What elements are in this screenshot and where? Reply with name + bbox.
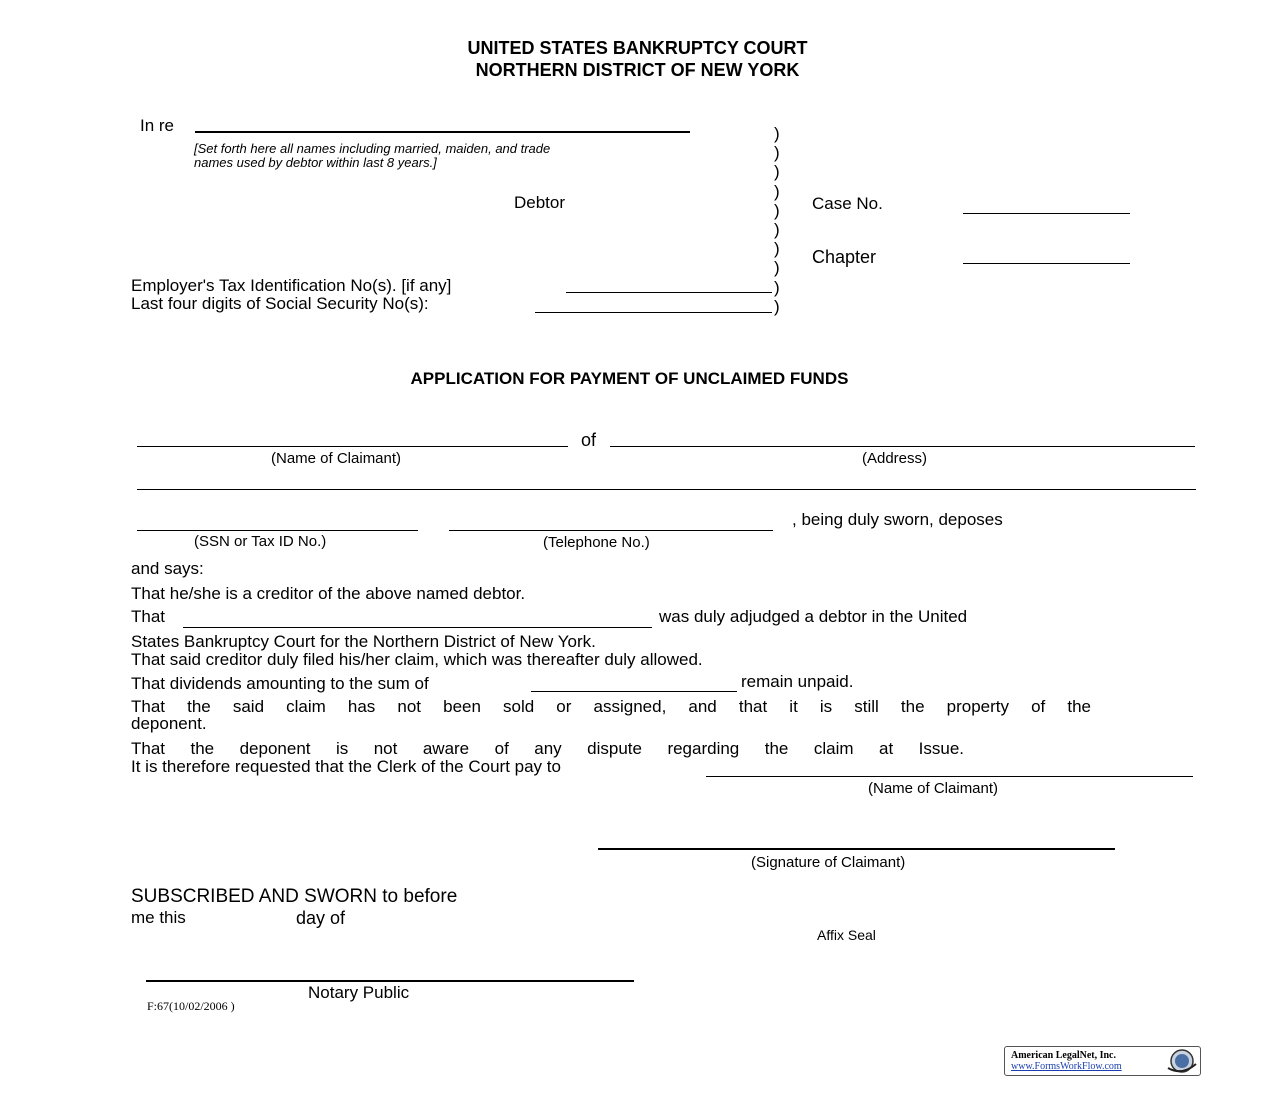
dividends-text: That dividends amounting to the sum of <box>131 674 429 693</box>
day-of-text: day of <box>296 908 346 928</box>
tax-id-field[interactable] <box>566 292 772 293</box>
address-caption: (Address) <box>862 450 928 467</box>
form-title: APPLICATION FOR PAYMENT OF UNCLAIMED FUNDS <box>410 369 849 388</box>
form-id: F:67(10/02/2006 ) <box>147 999 235 1013</box>
ssn-label: Last four digits of Social Security No(s): <box>131 294 429 313</box>
of-label: of <box>581 430 597 450</box>
debtor-names-field[interactable] <box>195 131 690 133</box>
claimant-address-field[interactable] <box>610 446 1195 447</box>
claimant-address-field-2[interactable] <box>137 489 1196 490</box>
american-legalnet-logo[interactable] <box>1004 1046 1201 1076</box>
payee-name-caption: (Name of Claimant) <box>868 780 999 797</box>
and-says-text: and says: <box>131 559 204 578</box>
notary-public-label: Notary Public <box>308 983 410 1002</box>
telephone-caption: (Telephone No.) <box>543 534 650 551</box>
caption-paren: ) <box>774 181 780 201</box>
in-re-label: In re <box>140 116 175 135</box>
chapter-label: Chapter <box>812 247 877 267</box>
court-text: States Bankruptcy Court for the Northern District of New York. <box>131 632 596 651</box>
ssn-caption: (SSN or Tax ID No.) <box>194 533 327 550</box>
tax-id-label: Employer's Tax Identification No(s). [if any] <box>131 276 452 295</box>
caption-paren: ) <box>774 220 780 240</box>
caption-paren: ) <box>774 296 780 316</box>
me-this-text: me this <box>131 908 186 927</box>
claimant-signature-field[interactable] <box>598 848 1115 850</box>
signature-caption: (Signature of Claimant) <box>751 854 906 871</box>
that-label: That <box>131 607 166 626</box>
not-aware-text: That the deponent is not aware of any dispute regarding the claim at Issue. <box>131 739 964 758</box>
payee-name-field[interactable] <box>706 776 1193 777</box>
caption-paren: ) <box>774 200 780 220</box>
deponent-text: deponent. <box>131 714 207 733</box>
claimant-name-caption: (Name of Claimant) <box>271 450 402 467</box>
dividends-amount-field[interactable] <box>531 691 737 692</box>
caption-paren: ) <box>774 162 780 182</box>
logo-company: American LegalNet, Inc. <box>1011 1050 1116 1061</box>
ssn-field[interactable] <box>535 312 772 313</box>
caption-paren: ) <box>774 239 780 259</box>
creditor-statement: That he/she is a creditor of the above named debtor. <box>131 584 526 603</box>
district-name: NORTHERN DISTRICT OF NEW YORK <box>475 60 800 80</box>
debtor-name-field[interactable] <box>183 627 652 628</box>
request-text: It is therefore requested that the Clerk of the Court pay to <box>131 757 561 776</box>
names-note-line1: [Set forth here all names including married, maiden, and trade <box>194 141 551 156</box>
claimant-name-field[interactable] <box>137 446 568 447</box>
remain-unpaid-text: remain unpaid. <box>741 672 854 691</box>
telephone-field[interactable] <box>449 530 773 531</box>
case-no-label: Case No. <box>812 194 883 213</box>
chapter-field[interactable] <box>963 263 1130 264</box>
adjudged-text: was duly adjudged a debtor in the United <box>659 607 968 626</box>
sworn-text: , being duly sworn, deposes <box>792 510 1003 529</box>
caption-paren: ) <box>774 124 780 143</box>
globe-icon <box>1164 1048 1198 1074</box>
claim-filed-text: That said creditor duly filed his/her claim, which was thereafter duly allowed. <box>131 650 703 669</box>
names-note-line2: names used by debtor within last 8 years.] <box>194 155 437 170</box>
affix-seal-text: Affix Seal <box>817 927 876 943</box>
debtor-label: Debtor <box>514 193 566 212</box>
logo-url-link[interactable]: www.FormsWorkFlow.com <box>1011 1061 1122 1072</box>
not-sold-text: That the said claim has not been sold or assigned, and that it is still the property of the <box>131 697 1091 716</box>
ssn-tax-id-field[interactable] <box>137 530 418 531</box>
caption-paren: ) <box>774 143 780 163</box>
subscribed-text: SUBSCRIBED AND SWORN to before <box>131 886 458 907</box>
caption-paren-column <box>774 124 780 316</box>
court-name: UNITED STATES BANKRUPTCY COURT <box>467 38 808 58</box>
notary-signature-field[interactable] <box>146 980 634 982</box>
case-no-field[interactable] <box>963 213 1130 214</box>
caption-paren: ) <box>774 277 780 297</box>
caption-paren: ) <box>774 258 780 278</box>
